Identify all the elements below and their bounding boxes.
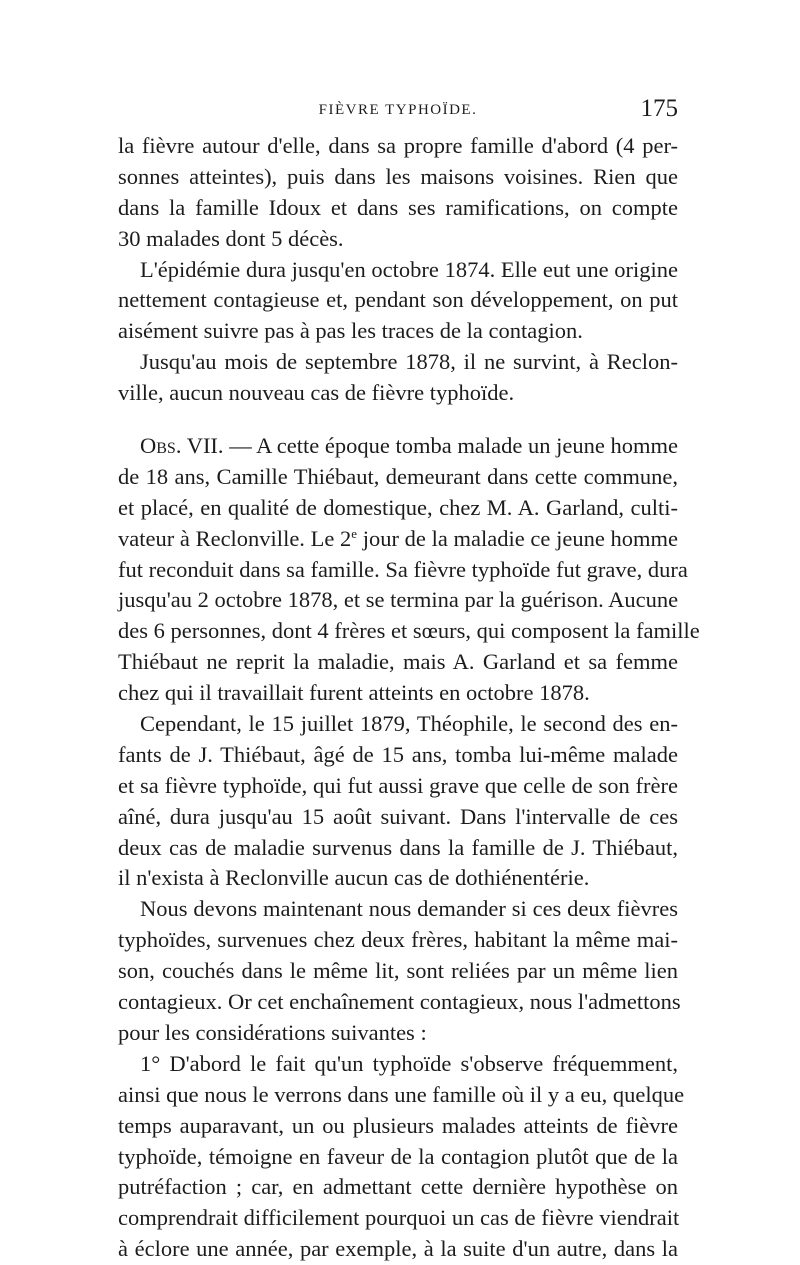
text-line: Jusqu'au mois de septembre 1878, il ne survint, à Reclon-	[140, 349, 678, 375]
text-line: et placé, en qualité de domestique, chez M. A. Garland, culti-	[118, 494, 678, 520]
text-line: fut reconduit dans sa famille. Sa fièvre typhoïde fut grave, dura	[118, 556, 688, 582]
text-line: aisément suivre pas à pas les traces de la contagion.	[118, 318, 583, 344]
text-line: pour les considérations suivantes :	[118, 1019, 427, 1045]
page-number: 175	[640, 95, 678, 122]
text-line: 30 malades dont 5 décès.	[118, 225, 344, 251]
text-line: 1° D'abord le fait qu'un typhoïde s'observe fréquemment,	[140, 1050, 678, 1076]
text-line: L'épidémie dura jusqu'en octobre 1874. Elle eut une origine	[140, 256, 678, 282]
text-line: et sa fièvre typhoïde, qui fut aussi grave que celle de son frère	[118, 772, 678, 798]
text-line: nettement contagieuse et, pendant son développement, on put	[118, 287, 678, 313]
text-line: contagieux. Or cet enchaînement contagieux, nous l'admettons	[118, 989, 681, 1015]
text-line: son, couchés dans le même lit, sont reliées par un même lien	[118, 958, 678, 984]
text-line: sonnes atteintes), puis dans les maisons voisines. Rien que	[118, 163, 678, 189]
text-line: aîné, dura jusqu'au 15 août suivant. Dans l'intervalle de ces	[118, 803, 678, 829]
text-line-with-superscript	[118, 524, 678, 555]
text-line: comprendrait difficilement pourquoi un cas de fièvre viendrait	[118, 1205, 680, 1231]
text-line: typhoïdes, survenues chez deux frères, habitant la même mai-	[118, 927, 678, 953]
text-line: ville, aucun nouveau cas de fièvre typhoïde.	[118, 380, 515, 406]
text-line: chez qui il travaillait furent atteints en octobre 1878.	[118, 680, 590, 706]
running-title: FIÈVRE TYPHOÏDE.	[318, 102, 478, 118]
text-line: Nous devons maintenant nous demander si ces deux fièvres	[140, 896, 678, 922]
body-text	[118, 131, 700, 1265]
line-tail: jour de la maladie ce jeune homme	[357, 525, 678, 551]
text-line: dans la famille Idoux et dans ses ramifications, on compte	[118, 194, 678, 220]
obs-text: VII. — A cette époque tomba malade un jeune homme	[181, 433, 678, 459]
text-line: des 6 personnes, dont 4 frères et sœurs, qui composent la famille	[118, 618, 700, 644]
text-line: il n'exista à Reclonville aucun cas de dothiénentérie.	[118, 865, 590, 891]
text-line: fants de J. Thiébaut, âgé de 15 ans, tomba lui-même malade	[118, 741, 678, 767]
text-line: Cependant, le 15 juillet 1879, Théophile, le second des en-	[140, 711, 678, 737]
text-line: temps auparavant, un ou plusieurs malades atteints de fièvre	[118, 1112, 678, 1138]
superscript: e	[351, 525, 358, 541]
running-head	[118, 93, 678, 123]
text-line: deux cas de maladie survenus dans la famille de J. Thiébaut,	[118, 834, 678, 860]
text-line: ainsi que nous le verrons dans une famille où il y a eu, quelque	[118, 1081, 685, 1107]
text-line: typhoïde, témoigne en faveur de la contagion plutôt que de la	[118, 1143, 678, 1169]
text-line: putréfaction ; car, en admettant cette dernière hypothèse on	[118, 1174, 678, 1200]
text-line: la fièvre autour d'elle, dans sa propre famille d'abord (4 per-	[118, 133, 678, 158]
text-line: de 18 ans, Camille Thiébaut, demeurant dans cette commune,	[118, 463, 678, 489]
text-line: jusqu'au 2 octobre 1878, et se termina par la guérison. Aucune	[118, 587, 679, 613]
observation-heading-line	[118, 431, 678, 462]
line-head: vateur à Reclonville. Le 2	[118, 525, 352, 551]
text-line: Thiébaut ne reprit la maladie, mais A. Garland et sa femme	[118, 649, 678, 675]
text-line: à éclore une année, par exemple, à la suite d'un autre, dans la	[118, 1236, 678, 1262]
obs-label: Obs.	[140, 433, 182, 459]
paragraph-gap	[118, 409, 678, 431]
